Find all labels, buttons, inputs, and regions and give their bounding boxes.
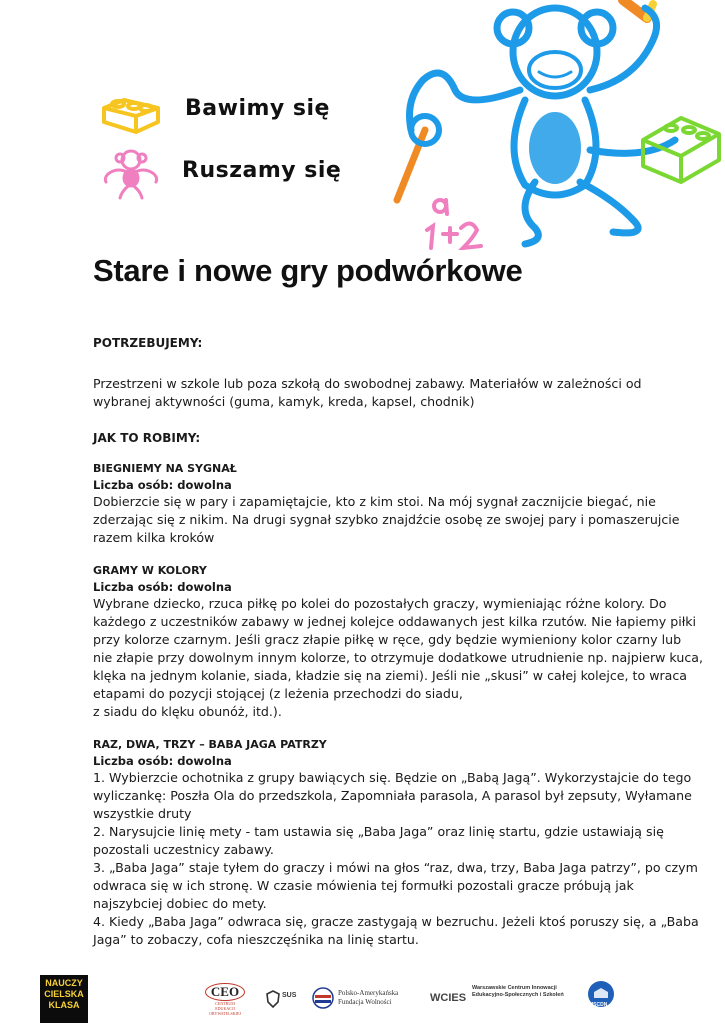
section-heading: GRAMY W KOLORY [93, 564, 207, 577]
wc-logo [472, 985, 572, 1011]
ceo-logo-subtext: CENTRUM EDUKACJI OBYWATELSKIEJ [209, 1001, 241, 1016]
mscdn-logo-text: MSCDN [589, 1002, 608, 1008]
wcies-logo [430, 985, 466, 1011]
header-illustration [0, 0, 725, 250]
section-signal-run [93, 461, 703, 547]
document-title: Stare i nowe gry podwórkowe [93, 253, 523, 288]
monkey-pink-icon [98, 148, 164, 200]
section-paragraph: Dobierzcie się w pary i zapamiętajcie, kto z kim stoi. Na mój sygnał zacznijcie biegać, nie zderzając się z nikim. Na drugi sygnał szybko znajdźcie osobę ze swojej pary i pomaszerujcie razem kilka kroków [93, 494, 680, 545]
monkey-blue-illustration [385, 0, 725, 250]
nauczycielska-klasa-logo [40, 975, 88, 1023]
tagline-move: Ruszamy się [182, 158, 342, 183]
section-player-count: Liczba osób: dowolna [93, 580, 232, 594]
paff-logo-text: Polsko-Amerykańska Fundacja Wolności [338, 989, 399, 1006]
flag-icon [312, 987, 334, 1009]
section-player-count: Liczba osób: dowolna [93, 754, 232, 768]
ceo-logo [205, 983, 245, 1016]
sus-logo [266, 988, 300, 1010]
sus-logo-text: SUS [282, 992, 297, 999]
section-heading: RAZ, DWA, TRZY – BABA JAGA PATRZY [93, 738, 327, 751]
step-4: 4. Kiedy „Baba Jaga” odwraca się, gracze zastygają w bezruchu. Jeżeli ktoś poruszy się, a „Baba Jaga” to zobaczy, cofa nieszczęśnika na linię startu. [93, 914, 699, 947]
ceo-logo-text: CEO [205, 983, 245, 1001]
step-2: 2. Narysujcie linię mety - tam ustawia się „Baba Jaga” oraz linię startu, gdzie ustawiają się pozostali uczestnicy zabawy. [93, 824, 664, 857]
wc-logo-text: Warszawskie Centrum Innowacji Edukacyjno-Społecznych i Szkoleń [472, 985, 564, 998]
section-paragraph: Wybrane dziecko, rzuca piłkę po kolei do pozostałych graczy, wymieniając różne kolory. Do każdego z uczestników zabawy w jednej kolejce oddawanych jest kilka rzutów. Nie łapiemy piłki przy kolorze czarnym. Jeśli gracz złapie piłkę w ręce, gdy będzie wymieniony kolor czarny lub nie złapie przy dowolnym innym kolorze, to otrzymuje dodatkowe utrudnienie np. najpierw kuca, klęka na jednym kolanie, siada, kładzie się na ziemi). Jeśli nie „skusi” w całej kolejce, to wraca etapami do pozycji stojącej (z leżenia przechodzi do siadu, [93, 596, 703, 701]
nk-logo-text: NAUCZY CIELSKA KLASA [44, 978, 84, 1010]
lego-brick-yellow-icon [100, 92, 162, 136]
section-heading: BIEGNIEMY NA SYGNAŁ [93, 462, 237, 475]
mscdn-logo [583, 980, 619, 1012]
section-player-count: Liczba osób: dowolna [93, 478, 232, 492]
how-heading: JAK TO ROBIMY: [93, 431, 201, 445]
section-baba-jaga [93, 737, 703, 949]
paff-logo [312, 985, 412, 1013]
needs-heading: POTRZEBUJEMY: [93, 336, 203, 350]
shield-icon [266, 990, 280, 1008]
step-3: 3. „Baba Jaga” staje tyłem do graczy i mówi na głos “raz, dwa, trzy, Baba Jaga patrzy”, po czym odwraca się w ich stronę. W czasie mówienia tej formułki pozostali gracze próbują jak najszybciej dobiec do mety. [93, 860, 698, 911]
needs-text: Przestrzeni w szkole lub poza szkołą do swobodnej zabawy. Materiałów w zależności od wybranej aktywności (guma, kamyk, kreda, kapsel, chodnik) [93, 376, 642, 409]
footer-logos [0, 975, 725, 1024]
tagline-play: Bawimy się [185, 96, 330, 121]
step-1: 1. Wybierzcie ochotnika z grupy bawiących się. Będzie on „Babą Jagą”. Wykorzystajcie do tego wyliczankę: Poszła Ola do przedszkola, Zapomniała parasola, A parasol był zepsuty, Wyłamane wszystkie druty [93, 770, 692, 821]
document-body [93, 334, 703, 949]
wcies-logo-text: WCIES [430, 992, 467, 1004]
section-paragraph: z siadu do klęku obunóż, itd.). [93, 704, 282, 719]
section-colors-game [93, 563, 703, 721]
